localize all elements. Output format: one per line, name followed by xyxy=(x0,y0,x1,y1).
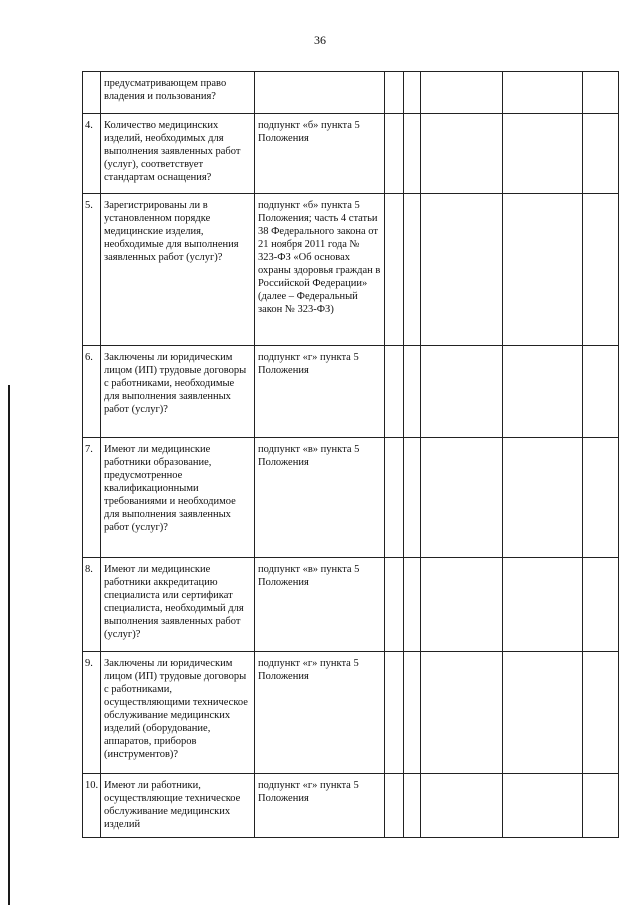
extra-cell xyxy=(583,346,619,438)
extra-cell xyxy=(583,558,619,652)
note-cell xyxy=(503,346,583,438)
requirement-text: предусматривающем право владения и пользования? xyxy=(101,72,255,114)
table-row xyxy=(83,558,619,652)
row-number: 6. xyxy=(83,346,101,438)
extra-cell xyxy=(583,194,619,346)
table-row xyxy=(83,114,619,194)
extra-cell xyxy=(583,438,619,558)
legal-basis-text: подпункт «б» пункта 5 Положения; часть 4 статьи 38 Федерального закона от 21 ноября 2011 года № 323-ФЗ «Об основах охраны здоровья граждан в Российской Федерации» (далее – Федеральный закон № 323-ФЗ) xyxy=(255,194,385,346)
answer-no-cell xyxy=(404,114,421,194)
table-row xyxy=(83,652,619,774)
note-cell xyxy=(503,114,583,194)
scan-margin-line xyxy=(8,385,10,905)
answer-yes-cell xyxy=(385,652,404,774)
requirement-text: Заключены ли юридическим лицом (ИП) трудовые договоры с работниками, осуществляющими техническое обслуживание медицинских изделий (оборудование, аппаратов, приборов (инструментов)? xyxy=(101,652,255,774)
answer-yes-cell xyxy=(385,346,404,438)
not-applicable-cell xyxy=(421,72,503,114)
answer-no-cell xyxy=(404,558,421,652)
requirement-text: Количество медицинских изделий, необходимых для выполнения заявленных работ (услуг), соответствует стандартам оснащения? xyxy=(101,114,255,194)
note-cell xyxy=(503,558,583,652)
answer-yes-cell xyxy=(385,774,404,838)
requirement-text: Имеют ли работники, осуществляющие техническое обслуживание медицинских изделий xyxy=(101,774,255,838)
not-applicable-cell xyxy=(421,558,503,652)
answer-no-cell xyxy=(404,194,421,346)
answer-no-cell xyxy=(404,652,421,774)
answer-no-cell xyxy=(404,438,421,558)
row-number: 7. xyxy=(83,438,101,558)
requirement-text: Заключены ли юридическим лицом (ИП) трудовые договоры с работниками, необходимые для выполнения заявленных работ (услуг)? xyxy=(101,346,255,438)
note-cell xyxy=(503,194,583,346)
extra-cell xyxy=(583,72,619,114)
answer-yes-cell xyxy=(385,438,404,558)
answer-no-cell xyxy=(404,72,421,114)
table-row xyxy=(83,438,619,558)
not-applicable-cell xyxy=(421,774,503,838)
row-number: 5. xyxy=(83,194,101,346)
note-cell xyxy=(503,438,583,558)
requirement-text: Имеют ли медицинские работники аккредитацию специалиста или сертификат специалиста, необходимый для выполнения заявленных работ (услуг)? xyxy=(101,558,255,652)
row-number: 9. xyxy=(83,652,101,774)
legal-basis-text: подпункт «в» пункта 5 Положения xyxy=(255,438,385,558)
not-applicable-cell xyxy=(421,194,503,346)
not-applicable-cell xyxy=(421,346,503,438)
extra-cell xyxy=(583,774,619,838)
answer-yes-cell xyxy=(385,114,404,194)
answer-no-cell xyxy=(404,774,421,838)
checklist-table xyxy=(82,71,619,838)
legal-basis-text: подпункт «г» пункта 5 Положения xyxy=(255,652,385,774)
not-applicable-cell xyxy=(421,438,503,558)
page-number: 36 xyxy=(314,33,326,47)
row-number: 4. xyxy=(83,114,101,194)
row-number: 8. xyxy=(83,558,101,652)
answer-no-cell xyxy=(404,346,421,438)
not-applicable-cell xyxy=(421,652,503,774)
note-cell xyxy=(503,774,583,838)
answer-yes-cell xyxy=(385,558,404,652)
requirement-text: Зарегистрированы ли в установленном порядке медицинские изделия, необходимые для выполнения заявленных работ (услуг)? xyxy=(101,194,255,346)
table-row xyxy=(83,774,619,838)
legal-basis-text: подпункт «г» пункта 5 Положения xyxy=(255,774,385,838)
answer-yes-cell xyxy=(385,194,404,346)
table-row xyxy=(83,346,619,438)
extra-cell xyxy=(583,652,619,774)
legal-basis-text xyxy=(255,72,385,114)
note-cell xyxy=(503,652,583,774)
row-number: 10. xyxy=(83,774,101,838)
legal-basis-text: подпункт «в» пункта 5 Положения xyxy=(255,558,385,652)
extra-cell xyxy=(583,114,619,194)
table-row xyxy=(83,194,619,346)
row-number xyxy=(83,72,101,114)
answer-yes-cell xyxy=(385,72,404,114)
table-row xyxy=(83,72,619,114)
not-applicable-cell xyxy=(421,114,503,194)
note-cell xyxy=(503,72,583,114)
legal-basis-text: подпункт «г» пункта 5 Положения xyxy=(255,346,385,438)
requirement-text: Имеют ли медицинские работники образование, предусмотренное квалификационными требованиями и необходимое для выполнения заявленных работ (услуг)? xyxy=(101,438,255,558)
legal-basis-text: подпункт «б» пункта 5 Положения xyxy=(255,114,385,194)
